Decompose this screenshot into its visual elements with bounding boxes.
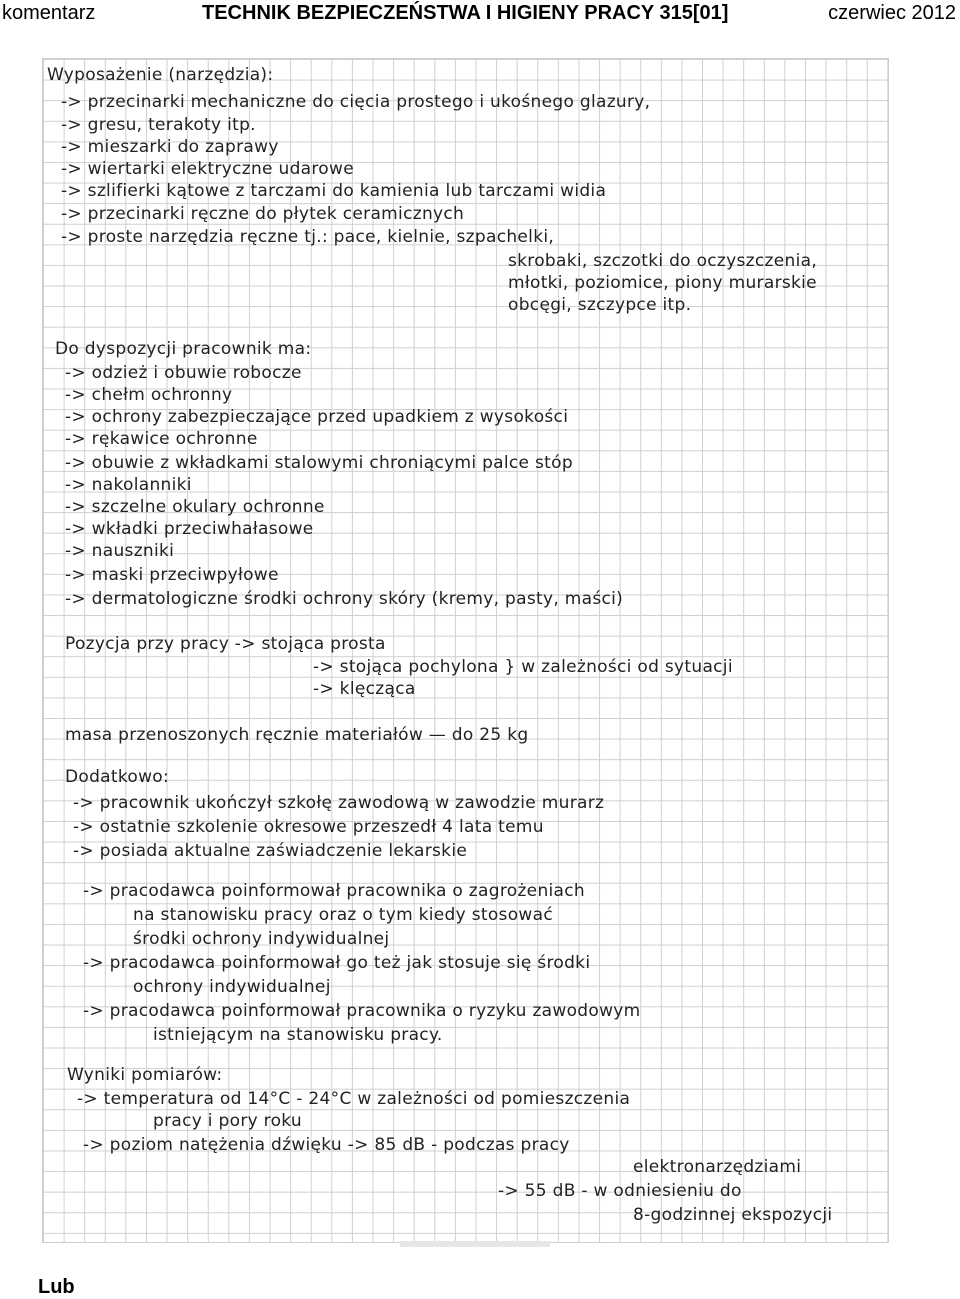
note-line: elektronarzędziami [633, 1157, 802, 1177]
note-line: masa przenoszonych ręcznie materiałów — do 25 kg [65, 725, 529, 745]
handwritten-note-sheet [42, 58, 889, 1243]
note-line: Dodatkowo: [65, 767, 170, 787]
note-line: -> gresu, terakoty itp. [61, 115, 256, 135]
note-line: skrobaki, szczotki do oczyszczenia, [508, 251, 818, 271]
note-line: środki ochrony indywidualnej [133, 929, 390, 949]
note-line: młotki, poziomice, piony murarskie [508, 273, 817, 293]
note-line: -> nauszniki [65, 541, 175, 561]
note-line: -> mieszarki do zaprawy [61, 137, 279, 157]
note-line: Wyniki pomiarów: [67, 1065, 223, 1085]
note-line: istniejącym na stanowisku pracy. [153, 1025, 443, 1045]
note-line: -> pracownik ukończył szkołę zawodową w zawodzie murarz [73, 793, 605, 813]
note-line: -> przecinarki mechaniczne do cięcia prostego i ukośnego glazury, [61, 92, 651, 112]
note-line: 8-godzinnej ekspozycji [633, 1205, 833, 1225]
note-line: -> nakolanniki [65, 475, 192, 495]
note-line: Wyposażenie (narzędzia): [47, 65, 274, 85]
note-line: pracy i pory roku [153, 1111, 302, 1131]
note-line: -> poziom natężenia dźwięku -> 85 dB - podczas pracy [83, 1135, 570, 1155]
header-category: komentarz [2, 2, 96, 24]
note-line: -> rękawice ochronne [65, 429, 258, 449]
note-line: Do dyspozycji pracownik ma: [55, 339, 312, 359]
note-line: -> szczelne okulary ochronne [65, 497, 325, 517]
note-line: -> wiertarki elektryczne udarowe [61, 159, 354, 179]
note-line: ochrony indywidualnej [133, 977, 331, 997]
note-line: -> proste narzędzia ręczne tj.: pace, kielnie, szpachelki, [61, 227, 555, 247]
note-line: -> maski przeciwpyłowe [65, 565, 279, 585]
note-line: -> stojąca pochylona } w zależności od sytuacji [313, 657, 733, 677]
note-line: -> pracodawca poinformował go też jak stosuje się środki [83, 953, 591, 973]
note-line: -> obuwie z wkładkami stalowymi chroniącymi palce stóp [65, 453, 573, 473]
note-line: obcęgi, szczypce itp. [508, 295, 692, 315]
footer-text: Lub [38, 1276, 75, 1298]
note-line: -> ostatnie szkolenie okresowe przeszedł 4 lata temu [73, 817, 544, 837]
note-line: -> ochrony zabezpieczające przed upadkiem z wysokości [65, 407, 569, 427]
note-line: -> temperatura od 14°C - 24°C w zależności od pomieszczenia [77, 1089, 631, 1109]
note-line: na stanowisku pracy oraz o tym kiedy stosować [133, 905, 553, 925]
page-header [0, 0, 960, 30]
note-line: -> pracodawca poinformował pracownika o ryzyku zawodowym [83, 1001, 641, 1021]
note-line: -> pracodawca poinformował pracownika o zagrożeniach [83, 881, 585, 901]
note-line: -> posiada aktualne zaświadczenie lekarskie [73, 841, 468, 861]
note-line: Pozycja przy pracy -> stojąca prosta [65, 634, 386, 654]
scan-edge [400, 1241, 550, 1247]
note-line: -> klęcząca [313, 679, 416, 699]
note-line: -> szlifierki kątowe z tarczami do kamienia lub tarczami widia [61, 181, 607, 201]
note-line: -> przecinarki ręczne do płytek ceramicznych [61, 204, 465, 224]
note-line: -> chełm ochronny [65, 385, 233, 405]
note-line: -> wkładki przeciwhałasowe [65, 519, 314, 539]
note-line: -> odzież i obuwie robocze [65, 363, 302, 383]
header-date: czerwiec 2012 [828, 2, 956, 24]
header-title: TECHNIK BEZPIECZEŃSTWA I HIGIENY PRACY 315[01] [202, 2, 729, 24]
note-line: -> 55 dB - w odniesieniu do [498, 1181, 742, 1201]
note-line: -> dermatologiczne środki ochrony skóry (kremy, pasty, maści) [65, 589, 624, 609]
